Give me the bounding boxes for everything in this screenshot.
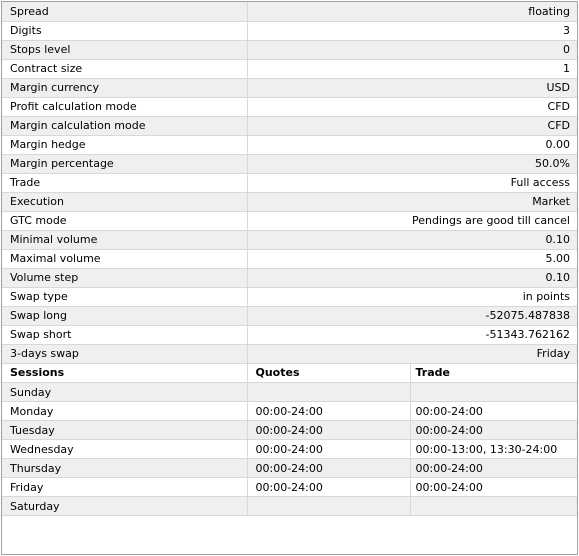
property-value: Pendings are good till cancel <box>247 211 577 230</box>
row-margin-hedge[interactable] <box>2 135 577 154</box>
session-trade <box>410 383 577 402</box>
session-trade: 00:00-13:00, 13:30-24:00 <box>410 440 577 459</box>
property-label: Margin hedge <box>2 135 247 154</box>
property-label: Spread <box>2 2 247 21</box>
row-execution[interactable] <box>2 192 577 211</box>
property-value: 1 <box>247 59 577 78</box>
session-row-thursday[interactable] <box>2 459 577 478</box>
row-swap-long[interactable] <box>2 306 577 325</box>
row-maximal-volume[interactable] <box>2 249 577 268</box>
row-margin-calculation-mode[interactable] <box>2 116 577 135</box>
property-value: 5.00 <box>247 249 577 268</box>
row-3-days-swap[interactable] <box>2 344 577 363</box>
row-gtc-mode[interactable] <box>2 211 577 230</box>
row-stops-level[interactable] <box>2 40 577 59</box>
property-label: Maximal volume <box>2 249 247 268</box>
row-spread[interactable] <box>2 2 577 21</box>
property-value: -51343.762162 <box>247 325 577 344</box>
session-day: Wednesday <box>2 440 247 459</box>
property-label: Swap type <box>2 287 247 306</box>
property-label: Swap short <box>2 325 247 344</box>
row-swap-type[interactable] <box>2 287 577 306</box>
row-contract-size[interactable] <box>2 59 577 78</box>
property-label: Trade <box>2 173 247 192</box>
session-row-saturday[interactable] <box>2 497 577 516</box>
session-day: Thursday <box>2 459 247 478</box>
session-row-wednesday[interactable] <box>2 440 577 459</box>
property-label: Execution <box>2 192 247 211</box>
property-label: Volume step <box>2 268 247 287</box>
session-row-tuesday[interactable] <box>2 421 577 440</box>
session-day: Tuesday <box>2 421 247 440</box>
session-quotes <box>247 383 410 402</box>
session-trade: 00:00-24:00 <box>410 402 577 421</box>
row-volume-step[interactable] <box>2 268 577 287</box>
property-value: USD <box>247 78 577 97</box>
row-trade[interactable] <box>2 173 577 192</box>
session-day: Saturday <box>2 497 247 516</box>
session-quotes: 00:00-24:00 <box>247 421 410 440</box>
property-value: 50.0% <box>247 154 577 173</box>
property-value: in points <box>247 287 577 306</box>
property-value: floating <box>247 2 577 21</box>
property-label: Swap long <box>2 306 247 325</box>
property-value: 0.10 <box>247 230 577 249</box>
property-value: CFD <box>247 116 577 135</box>
session-trade: 00:00-24:00 <box>410 478 577 497</box>
session-quotes: 00:00-24:00 <box>247 402 410 421</box>
session-trade <box>410 497 577 516</box>
session-quotes <box>247 497 410 516</box>
property-label: Margin percentage <box>2 154 247 173</box>
property-value: CFD <box>247 97 577 116</box>
sessions-header-row <box>2 364 577 383</box>
session-quotes: 00:00-24:00 <box>247 478 410 497</box>
property-value: 0.00 <box>247 135 577 154</box>
properties-table <box>2 2 577 364</box>
property-label: Margin currency <box>2 78 247 97</box>
row-margin-currency[interactable] <box>2 78 577 97</box>
column-header-quotes[interactable]: Quotes <box>247 364 410 383</box>
row-minimal-volume[interactable] <box>2 230 577 249</box>
row-swap-short[interactable] <box>2 325 577 344</box>
session-quotes: 00:00-24:00 <box>247 459 410 478</box>
property-label: 3-days swap <box>2 344 247 363</box>
row-digits[interactable] <box>2 21 577 40</box>
property-label: Contract size <box>2 59 247 78</box>
sessions-table <box>2 364 577 517</box>
column-header-trade[interactable]: Trade <box>410 364 577 383</box>
session-day: Monday <box>2 402 247 421</box>
session-trade: 00:00-24:00 <box>410 421 577 440</box>
property-label: Profit calculation mode <box>2 97 247 116</box>
session-day: Friday <box>2 478 247 497</box>
property-value: Full access <box>247 173 577 192</box>
property-value: 0 <box>247 40 577 59</box>
column-header-sessions[interactable]: Sessions <box>2 364 247 383</box>
property-label: Minimal volume <box>2 230 247 249</box>
property-value: 0.10 <box>247 268 577 287</box>
property-value: 3 <box>247 21 577 40</box>
session-trade: 00:00-24:00 <box>410 459 577 478</box>
property-label: Stops level <box>2 40 247 59</box>
session-day: Sunday <box>2 383 247 402</box>
row-profit-calculation-mode[interactable] <box>2 97 577 116</box>
property-label: Digits <box>2 21 247 40</box>
property-label: Margin calculation mode <box>2 116 247 135</box>
session-row-sunday[interactable] <box>2 383 577 402</box>
session-row-friday[interactable] <box>2 478 577 497</box>
property-value: -52075.487838 <box>247 306 577 325</box>
symbol-specification-panel <box>1 1 578 555</box>
property-value: Market <box>247 192 577 211</box>
property-value: Friday <box>247 344 577 363</box>
row-margin-percentage[interactable] <box>2 154 577 173</box>
session-row-monday[interactable] <box>2 402 577 421</box>
session-quotes: 00:00-24:00 <box>247 440 410 459</box>
property-label: GTC mode <box>2 211 247 230</box>
